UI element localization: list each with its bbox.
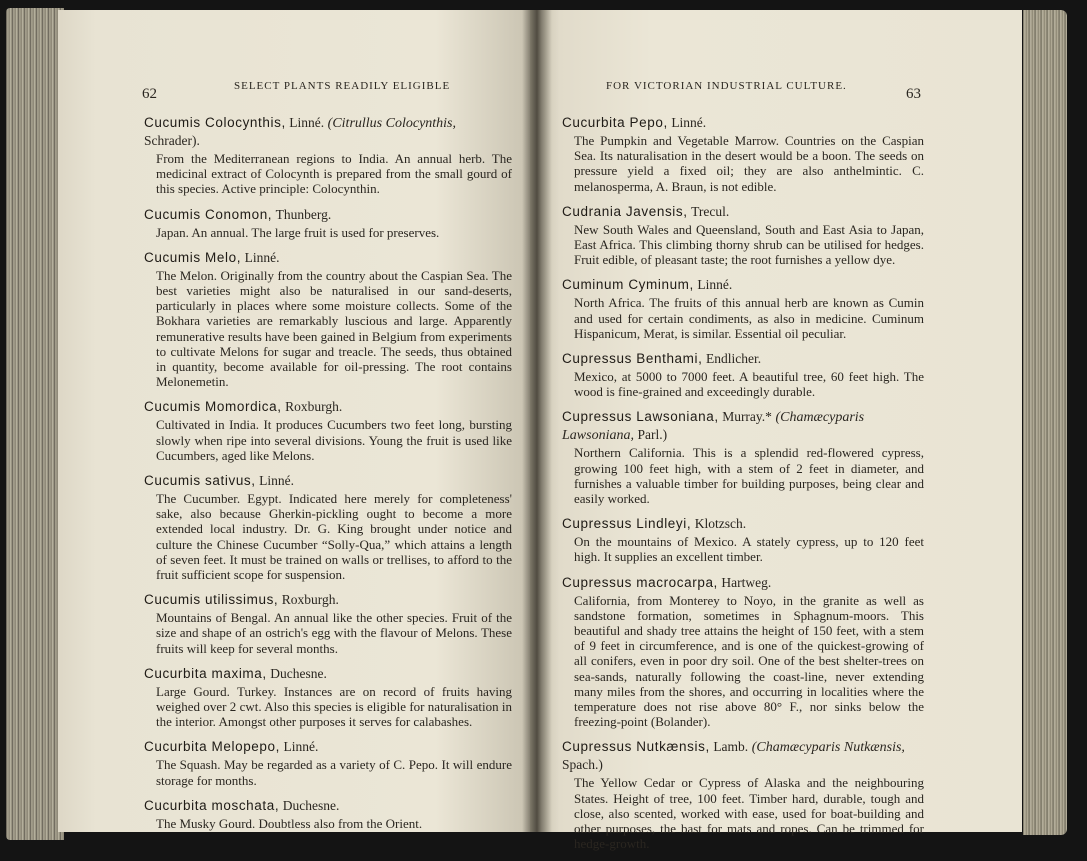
species-name: Cucumis Melo, [144,249,242,265]
species-description: From the Mediterranean regions to India. An annual herb. The medicinal extract of Colocynth is prepared from the small gourd of this species. Active principle: Colocynthin. [156,151,512,197]
species-name: Cucurbita moschata, [144,797,280,813]
species-authority: Duchesne. [270,665,327,681]
entry [562,515,924,564]
left-page-edges [6,8,64,840]
species-name: Cudrania Javensis, [562,203,688,219]
entry-heading [144,591,512,609]
species-name: Cucumis Colocynthis, [144,115,286,130]
species-description: On the mountains of Mexico. A stately cypress, up to 120 feet high. It supplies an excellent timber. [574,534,924,565]
species-authority: Murray.* [722,409,772,425]
species-description: New South Wales and Queensland, South and East Asia to Japan, East Africa. This climbing thorny shrub can be utilised for hedges. Fruit edible, of pleasant taste; the root furnishes a yellow dye. [574,221,924,268]
right-page [530,10,1022,852]
species-authority: Thunberg. [275,206,332,222]
species-authority: Endlicher. [705,351,762,367]
species-authority: Duchesne. [282,797,340,813]
species-description: Japan. An annual. The large fruit is used for preserves. [156,224,440,240]
entry-heading [144,114,512,150]
species-authority: Linné. [289,115,325,130]
running-head-left: SELECT PLANTS READILY ELIGIBLE [234,80,451,92]
species-authority: Linné. [259,473,295,489]
entry-heading [562,114,924,132]
entry [144,591,512,656]
species-authority: Linné. [244,249,280,265]
species-description: Cultivated in India. It produces Cucumbers two feet long, bursting slowly when ripe into several divisions. Young the fruit is used like Cucumbers, aged like Melons. [156,417,512,463]
entry [562,276,924,341]
species-description: The Yellow Cedar or Cypress of Alaska and the neighbouring States. Height of tree, 100 feet. Timber hard, durable, tough and close, also scented, worked with ease, used for boat-building and other purposes, the bast for mats and ropes. Can be trimmed for hedge-growth. [574,775,924,852]
entry-heading [562,738,924,774]
entry [144,398,512,463]
species-authority: Linné. [671,115,707,130]
page-number-left: 62 [142,86,157,102]
entry-heading [562,574,924,592]
synonym: (Citrullus Colocynthis, [327,116,457,131]
species-authority: Trecul. [691,203,730,219]
species-name: Cupressus macrocarpa, [562,574,718,590]
book-gutter [522,10,552,832]
entry [562,574,924,730]
species-name: Cucumis utilissimus, [144,592,279,608]
entry-heading [144,797,512,815]
entry [144,249,512,390]
synonym-authority: Parl.) [637,427,668,443]
left-entries [144,114,512,840]
species-description: The Musky Gourd. Doubtless also from the Orient. [156,815,423,831]
entry-heading [144,206,512,224]
species-description: The Pumpkin and Vegetable Marrow. Countries on the Caspian Sea. Its naturalisation in the desert would be a boon. The seeds on pressure yield a fixed oil; they are also anthelmintic. C. melanosperma, A. Braun, is not edible. [574,133,924,194]
species-description: North Africa. The fruits of this annual herb are known as Cumin and used for certain condiments, as also in medicine. Cuminum Hispanicum, Merat, is similar. Essential oil peculiar. [574,295,924,341]
species-name: Cupressus Lindleyi, [562,516,692,532]
species-description: Mexico, at 5000 to 7000 feet. A beautiful tree, 60 feet high. The wood is fine-grained and exceedingly durable. [574,369,924,400]
entry-heading [562,515,924,533]
entry-heading [562,408,924,444]
left-page [58,10,530,832]
running-head-right: FOR VICTORIAN INDUSTRIAL CULTURE. [606,80,847,92]
entry-heading [144,738,512,756]
species-description: The Cucumber. Egypt. Indicated here merely for completeness' sake, also because Gherkin-pickling ought to become a more extended local industry. Dr. G. King brought under notice and culture the Chinese Cucumber “Solly-Qua,” which attains a length of seven feet. It must be trained on walls or trellises, to afford to the fruit sufficient scope for suspension. [156,491,512,583]
species-name: Cucurbita Pepo, [562,115,668,130]
species-authority: Klotzsch. [694,516,747,532]
species-name: Cucumis sativus, [144,473,256,489]
species-description: California, from Monterey to Noyo, in the granite as well as sandstone formation, sometimes in Sphagnum-moors. This beautiful and shady tree attains the height of 150 feet, with a stem of 9 feet in circumference, and is one of the quickest-growing of all conifers, even in poor dry soil. One of the best shelter-trees on sea-sands, naturally following the coast-line, never extending many miles from the shores, and occurring in localities where the temperature does not rise above 80° F., nor sinks below the freezing-point (Bolander). [574,592,924,730]
species-authority: Roxburgh. [285,399,343,415]
synonym-authority: Spach.) [562,757,603,773]
entry [562,738,924,851]
entry [144,665,512,730]
synonym: (Chamæcyparis Nutkænsis, [751,740,905,756]
entry [562,114,924,194]
species-description: Northern California. This is a splendid red-flowered cypress, growing 100 feet high, with a stem of 2 feet in diameter, and furnishes a valuable timber for building purposes, being clear and easily worked. [574,445,924,507]
entry-heading [144,665,512,683]
right-entries [562,114,924,861]
entry-heading [144,472,512,490]
entry [562,408,924,506]
species-name: Cupressus Lawsoniana, [562,409,719,425]
entry [144,738,512,787]
species-authority: Linné. [283,739,319,755]
species-authority: Lamb. [713,739,749,755]
page-number-right: 63 [906,86,921,102]
species-name: Cupressus Benthami, [562,351,703,367]
entry-heading [562,350,924,368]
entry [144,472,512,582]
entry-heading [144,398,512,416]
species-name: Cucurbita Melopepo, [144,739,280,755]
species-name: Cucurbita maxima, [144,665,267,681]
entry [144,797,512,831]
species-description: Large Gourd. Turkey. Instances are on record of fruits having weighed over 2 cwt. Also this species is eligible for naturalisation in the interior. Amongst other purposes it serves for calabashes. [156,683,512,730]
species-authority: Roxburgh. [281,592,339,608]
species-name: Cupressus Nutkænsis, [562,739,710,755]
entry [562,350,924,399]
species-authority: Linné. [697,277,733,293]
species-description: The Squash. May be regarded as a variety of C. Pepo. It will endure storage for months. [156,757,512,788]
species-name: Cucumis Momordica, [144,399,282,415]
entry [144,206,512,240]
synonym-authority: Schrader). [144,133,200,148]
synonym: (Chamæcyparis Lawsoniana, [562,410,865,444]
species-name: Cuminum Cyminum, [562,277,694,293]
species-authority: Hartweg. [721,574,772,590]
entry-heading [562,276,924,294]
entry [562,203,924,268]
species-name: Cucumis Conomon, [144,206,273,222]
species-description: Mountains of Bengal. An annual like the other species. Fruit of the size and shape of an ostrich's egg with the flavour of Melons. These fruits will keep for several months. [156,610,512,656]
right-page-edges [1023,10,1067,835]
entry-heading [562,203,924,221]
entry [144,114,512,197]
entry-heading [144,249,512,267]
species-description: The Melon. Originally from the country about the Caspian Sea. The best varieties might also be naturalised in our sand-deserts, particularly in places where some moisture collects. Some of the Bokhara varieties are remarkably luscious and large. Apparently remunerative results have been gained in Belgium from experiments to cultivate Melons for sugar and treacle. The seeds, thus obtained in quantity, become available for oil-pressing. The root contains Melonemetin. [156,267,512,390]
